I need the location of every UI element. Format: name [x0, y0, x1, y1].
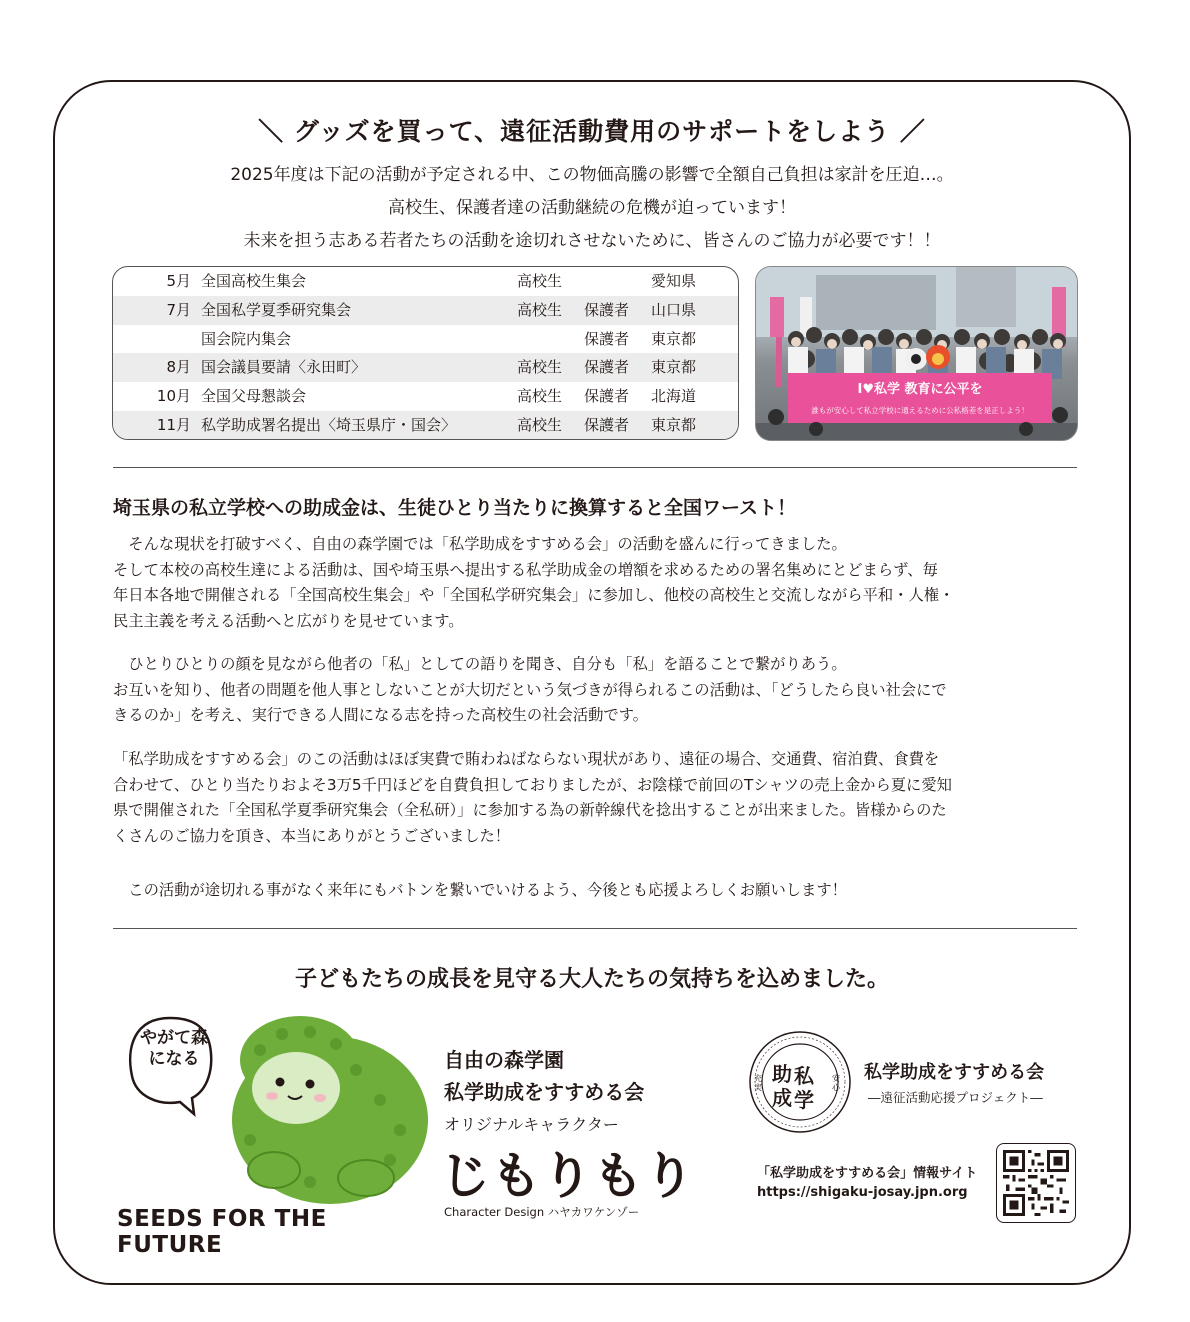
site-label: 「私学助成をすすめる会」情報サイト — [757, 1166, 978, 1181]
schedule-students: 高校生 — [517, 272, 563, 290]
paragraph-line: 年日本各地で開催される「全国高校生集会」や「全国私学研究集会」に参加し、他校の高校生と交流しながら平和・人権・ — [113, 586, 955, 604]
character-illustration — [110, 1010, 430, 1210]
qr-code[interactable] — [996, 1143, 1076, 1223]
schedule-location: 東京都 — [651, 415, 697, 434]
schedule-parents: 保護者 — [584, 387, 630, 406]
schedule-row — [113, 267, 738, 296]
paragraph-connection — [113, 652, 1079, 729]
speech-bubble-text: やがて森になる — [140, 1028, 208, 1069]
schedule-table — [112, 266, 739, 440]
schedule-location: 北海道 — [651, 387, 697, 406]
schedule-row — [113, 325, 738, 354]
paragraph-line: この活動が途切れる事がなく来年にもバトンを繋いでいけるよう、今後とも応援よろしくお願いします！ — [113, 881, 847, 899]
schedule-month: 10月 — [156, 387, 191, 406]
site-url[interactable]: https://shigaku-josay.jpn.org — [757, 1185, 968, 1200]
schedule-row — [113, 296, 738, 325]
schedule-row — [113, 411, 738, 440]
paragraph-line: 合わせて、ひとり当たりおよそ3万5千円ほどを自費負担しておりましたが、お陰様で前回のTシャツの売上金から夏に愛知 — [113, 775, 952, 794]
seal-char-3: 助 — [772, 1062, 792, 1086]
schedule-parents: 保護者 — [584, 300, 630, 319]
org-line-2: 私学助成をすすめる会 — [444, 1080, 645, 1104]
schedule-location: 愛知県 — [651, 272, 697, 290]
schedule-parents: 保護者 — [584, 329, 630, 348]
character-slogan: SEEDS FOR THE FUTURE — [117, 1206, 327, 1258]
association-title: 私学助成をすすめる会 — [864, 1062, 1045, 1083]
intro-line-3: 未来を担う志ある若者たちの活動を途切れさせないために、皆さんのご協力が必要です！！ — [243, 231, 941, 251]
association-subtitle: ―遠征活動応援プロジェクト― — [868, 1090, 1043, 1105]
schedule-students: 高校生 — [517, 300, 563, 319]
paragraph-line: 民主主義を考える活動へと広がりを見せています。 — [113, 611, 464, 630]
divider-bottom — [113, 928, 1077, 929]
paragraph-line: 県で開催された「全国私学夏季研究集会（全私研）」に参加する為の新幹線代を捻出することが出来ました。皆様からのた — [113, 801, 947, 819]
page-heading: ＼ グッズを買って、遠征活動費用のサポートをしよう ／ — [258, 117, 926, 146]
paragraph-line: そして本校の高校生達による活動は、国や埼玉県へ提出する私学助成金の増額を求めるための署名集めにとどまらず、毎 — [113, 560, 938, 579]
schedule-month: 8月 — [166, 358, 191, 377]
paragraph-line: くさんのご協力を頂き、本当にありがとうございました！ — [113, 826, 511, 845]
paragraph-closing — [113, 878, 1079, 904]
character-credit: Character Design ハヤカワケンゾー — [444, 1205, 640, 1219]
paragraph-line: お互いを知り、他者の問題を他人事としないことが大切だという気づきが得られるこの活動は、「どうしたら良い社会にで — [113, 680, 947, 699]
character-name-logo: じもりもり — [440, 1147, 695, 1205]
seal-side-left: 充実 — [754, 1074, 762, 1092]
seal-side-right: 安心 — [832, 1074, 840, 1092]
schedule-month: 7月 — [166, 300, 191, 319]
seal-char-1: 私 — [794, 1064, 814, 1088]
schedule-students: 高校生 — [517, 387, 563, 406]
paragraph-line: 「私学助成をすすめる会」のこの活動はほぼ実費で賄わねばならない現状があり、遠征の場合、交通費、宿泊費、食費を — [113, 750, 940, 768]
schedule-event: 全国私学夏季研究集会 — [201, 300, 352, 319]
schedule-location: 東京都 — [651, 358, 697, 377]
schedule-month: 11月 — [156, 415, 191, 434]
schedule-parents: 保護者 — [584, 358, 630, 377]
paragraph-line: きるのか」を考え、実行できる人間になる志を持った高校生の社会活動です。 — [113, 706, 649, 724]
intro-line-2: 高校生、保護者達の活動継続の危機が迫っています！ — [388, 198, 796, 218]
intro-line-1: 2025年度は下記の活動が予定される中、この物価高騰の影響で全額自己負担は家計を圧迫…。 — [230, 165, 954, 185]
paragraph-line: そんな現状を打破すべく、自由の森学園では「私学助成をすすめる会」の活動を盛んに行ってきました。 — [113, 535, 847, 553]
seal-char-2: 学 — [794, 1088, 814, 1112]
section-heading: 埼玉県の私立学校への助成金は、生徒ひとり当たりに換算すると全国ワースト！ — [113, 497, 797, 519]
schedule-students: 高校生 — [517, 415, 563, 434]
banner-sub-text: 誰もが安心して私立学校に通えるために公私格差を是正しよう！ — [811, 406, 1029, 415]
schedule-event: 全国高校生集会 — [201, 272, 307, 290]
org-line-3: オリジナルキャラクター — [444, 1115, 619, 1134]
schedule-event: 国会議員要請〈永田町〉 — [201, 358, 367, 377]
group-photo — [755, 266, 1078, 441]
schedule-event: 私学助成署名提出〈埼玉県庁・国会〉 — [201, 415, 457, 434]
association-seal — [748, 1030, 852, 1134]
banner-main-text: I♥私学 教育に公平を — [857, 382, 983, 397]
schedule-location: 東京都 — [651, 329, 697, 348]
tagline: 子どもたちの成長を見守る大人たちの気持ちを込めました。 — [294, 967, 889, 992]
paragraph-costs — [113, 747, 1079, 849]
divider-top — [113, 467, 1077, 468]
schedule-month: 5月 — [166, 272, 191, 290]
schedule-location: 山口県 — [651, 300, 697, 319]
paragraph-line: ひとりひとりの顔を見ながら他者の「私」としての語りを聞き、自分も「私」を語ることで繋がりあう。 — [113, 655, 847, 673]
paragraph-activities — [113, 532, 1079, 634]
org-line-1: 自由の森学園 — [444, 1048, 564, 1072]
schedule-event: 国会院内集会 — [201, 329, 292, 348]
schedule-event: 全国父母懇談会 — [201, 387, 307, 406]
schedule-parents: 保護者 — [584, 415, 630, 434]
schedule-row — [113, 353, 738, 382]
seal-char-4: 成 — [772, 1086, 792, 1110]
schedule-row — [113, 382, 738, 411]
schedule-students: 高校生 — [517, 358, 563, 377]
